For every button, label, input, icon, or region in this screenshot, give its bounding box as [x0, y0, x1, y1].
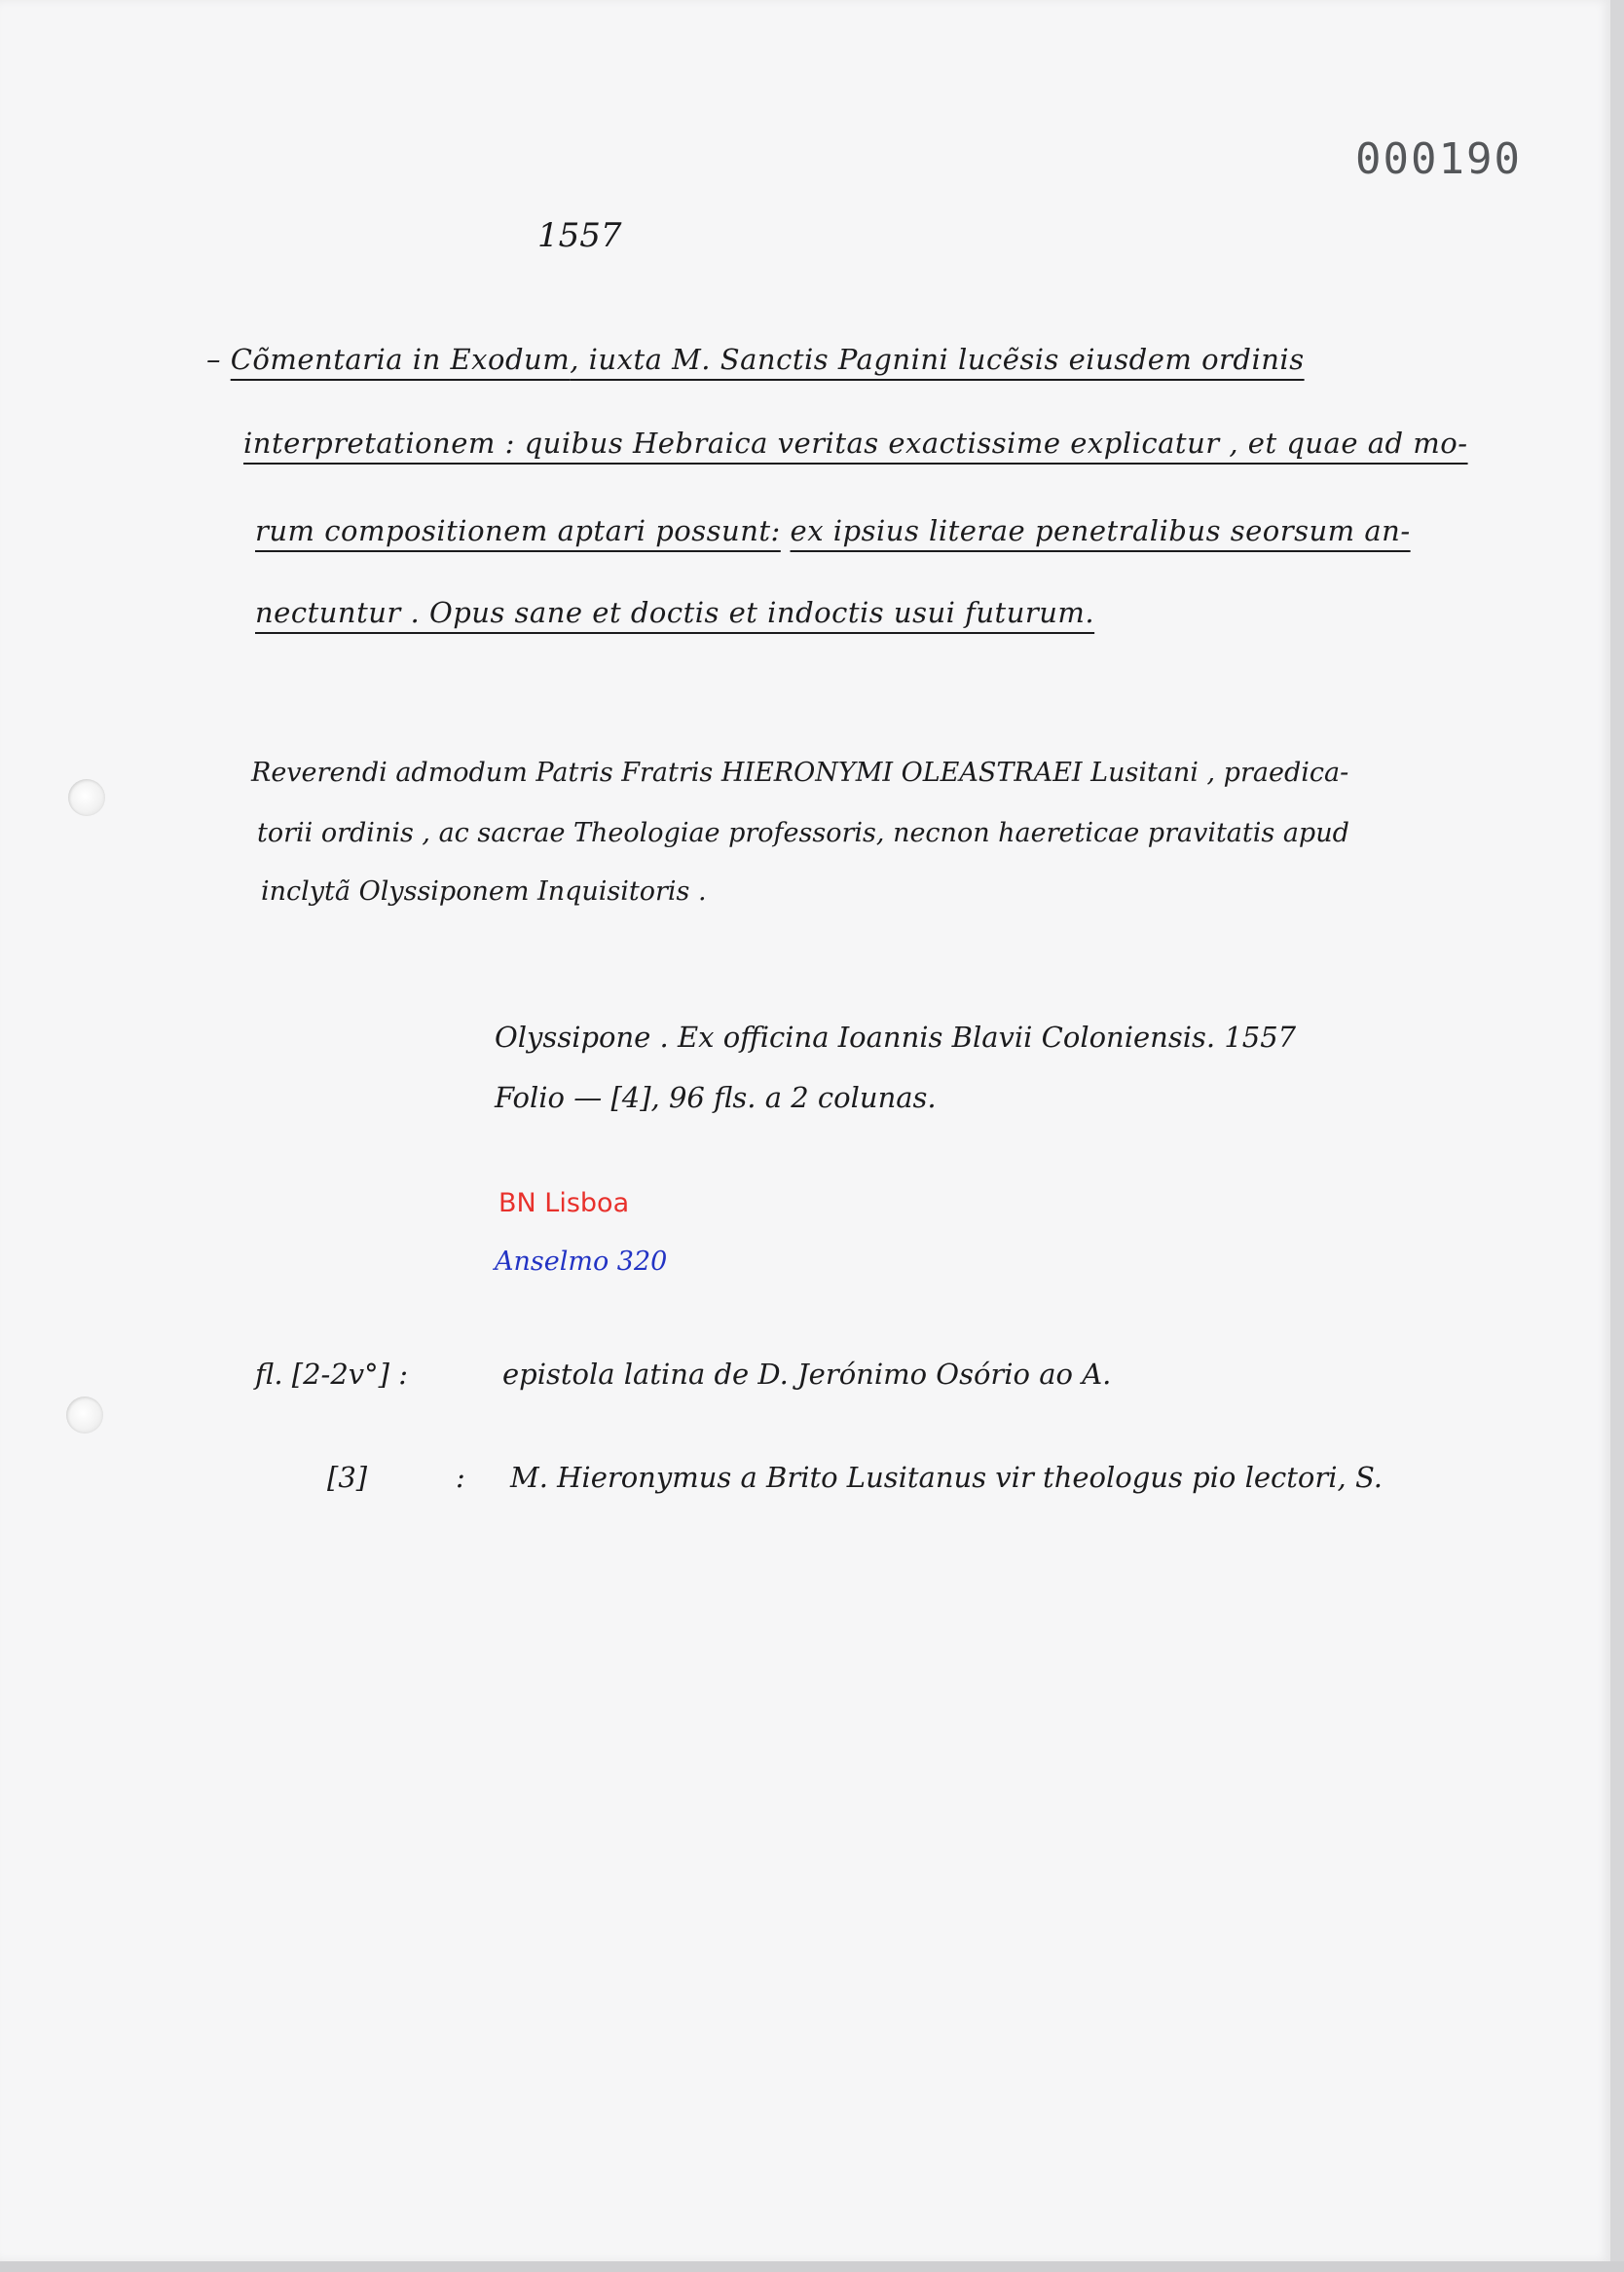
title-dash: – [206, 343, 221, 376]
title-line-1 [206, 343, 1305, 376]
author-line-1: Reverendi admodum Patris Fratris HIERONYMI OLEASTRAEI Lusitani , praedica- [251, 758, 1349, 788]
title-line-3 [255, 514, 1411, 547]
note-sep-2: : [456, 1461, 465, 1494]
punch-hole-top [68, 779, 105, 816]
title-line-1-part-a: Cõmentaria in Exodum [230, 343, 571, 376]
paper-bottom-edge [0, 2261, 1624, 2272]
note-text-2: M. Hieronymus a Brito Lusitanus vir theologus pio lectori, S. [510, 1461, 1383, 1494]
title-line-2: interpretationem : quibus Hebraica veritas exactissime explicatur , et quae ad mo- [243, 427, 1468, 460]
publication-year: 1557 [537, 216, 622, 255]
title-line-4: nectuntur . Opus sane et doctis et indoctis usui futurum. [255, 596, 1095, 629]
archive-stamp-number: 000190 [1355, 134, 1522, 184]
paper-right-edge [1610, 0, 1624, 2272]
imprint-line-2: Folio — [4], 96 fls. a 2 colunas. [495, 1081, 937, 1114]
author-line-3: inclytã Olyssiponem Inquisitoris . [261, 876, 707, 907]
imprint-line-1: Olyssipone . Ex officina Ioannis Blavii Coloniensis. 1557 [495, 1021, 1297, 1054]
author-line-2: torii ordinis , ac sacrae Theologiae professoris, necnon haereticae pravitatis apud [257, 818, 1349, 848]
note-ref-2: [3] [327, 1461, 368, 1494]
library-location: BN Lisboa [498, 1188, 630, 1218]
title-line-3-part-b: ex ipsius literae penetralibus seorsum an- [790, 514, 1411, 547]
note-ref-1: fl. [2-2v°] : [255, 1358, 408, 1391]
title-line-3-part-a: rum compositionem aptari possunt: [255, 514, 781, 547]
punch-hole-bottom [66, 1397, 103, 1434]
bibliographic-reference: Anselmo 320 [495, 1247, 668, 1277]
title-line-1-part-b: , iuxta M. Sanctis Pagnini lucẽsis eiusdem ordinis [570, 343, 1305, 376]
note-text-1: epistola latina de D. Jerónimo Osório ao A. [502, 1358, 1112, 1391]
